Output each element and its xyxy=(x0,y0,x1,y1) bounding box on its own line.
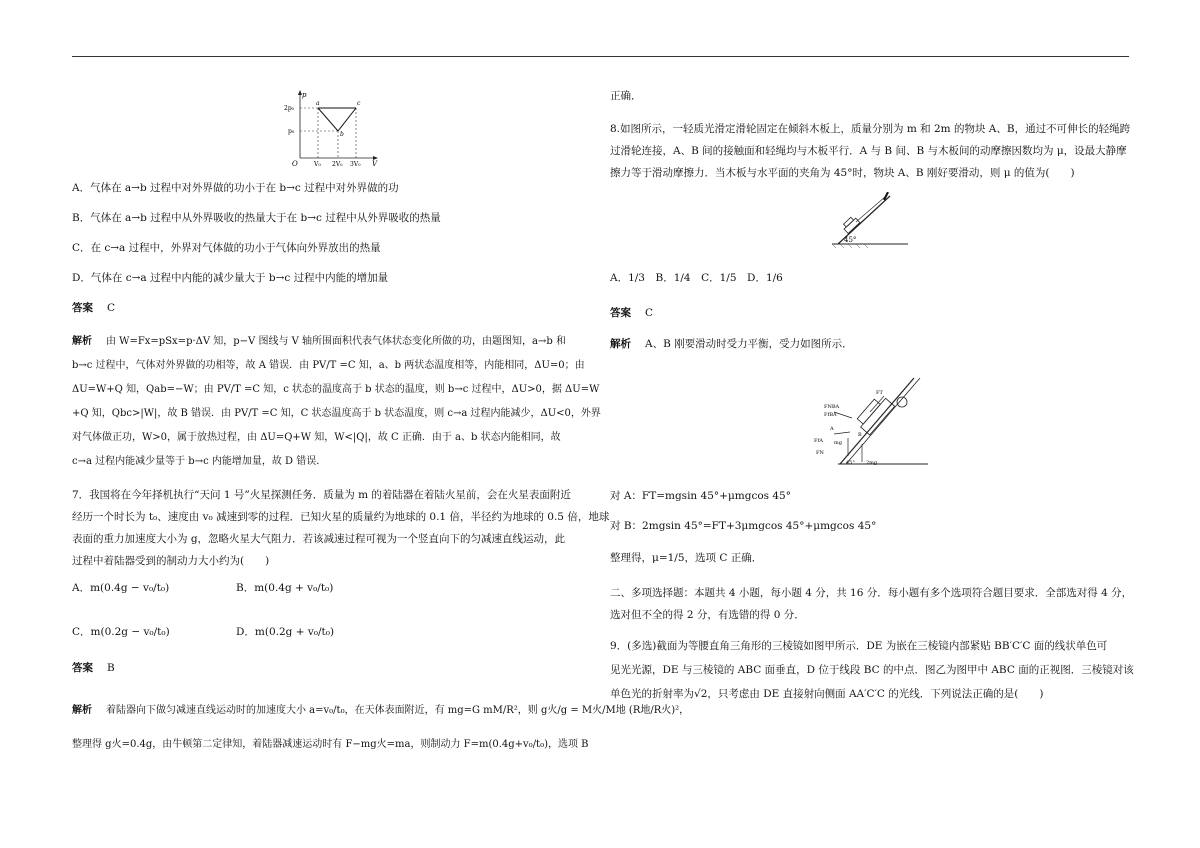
equation-a: 对 A：FT=mgsin 45°+μmgcos 45° xyxy=(610,490,791,502)
q6-options xyxy=(72,176,441,290)
v-tick: V₀ xyxy=(314,161,321,168)
answer-value: C xyxy=(645,307,654,319)
q9-stem xyxy=(610,634,1134,706)
answer-value: B xyxy=(107,662,115,674)
analysis-line: A、B 刚要滑动时受力平衡，受力如图所示． xyxy=(645,338,853,350)
force-label: 2mg xyxy=(866,460,878,466)
q7-option-d: D．m(0.2g + v₀/t₀) xyxy=(236,626,335,638)
stem-line: 过程中着陆器受到的制动力大小约为( ) xyxy=(72,555,270,567)
analysis-label: 解析 xyxy=(610,338,631,350)
q8-options: A．1/3 B．1/4 C．1/5 D．1/6 xyxy=(610,272,783,284)
stem-line: 见光光源，DE 与三棱镜的 ABC 面垂直，D 位于线段 BC 的中点．图乙为图甲中 ABC 面的正视图．三棱镜对该 xyxy=(610,664,1134,676)
v-tick: 3V₀ xyxy=(350,161,361,168)
analysis-line: ΔU=W+Q 知，Qab=−W；由 PV/T =C 知，c 状态的温度高于 b 状态的温度，则 b→c 过程中，ΔU>0，据 ΔU=W xyxy=(72,384,600,395)
analysis-label: 解析 xyxy=(72,705,92,716)
continued-text: 正确． xyxy=(610,90,642,102)
force-label: FfA xyxy=(814,438,823,444)
analysis-line: 整理得 g火=0.4g，由牛顿第二定律知，着陆器减速运动时有 F−mg火=ma，则制动力 F=m(0.4g+v₀/t₀)，选项 B xyxy=(72,739,589,750)
analysis-line: 着陆器向下做匀减速直线运动时的加速度大小 a=v₀/t₀，在天体表面附近，有 mg=G mM/R²，则 g火/g = M火/M地 (R地/R火)²， xyxy=(106,705,690,716)
p-tick: p₀ xyxy=(288,128,295,135)
stem-line: 9．(多选)截面为等腰直角三角形的三棱镜如图甲所示．DE 为嵌在三棱镜内部紧贴 BB′C′C 面的线状单色可 xyxy=(610,640,1108,652)
analysis-line: c→a 过程内能减少量等于 b→c 内能增加量，故 D 错误． xyxy=(72,456,327,467)
point-label: c xyxy=(357,100,361,107)
answer-label: 答案 xyxy=(72,662,93,674)
option-d: D．气体在 c→a 过程中内能的减少量大于 b→c 过程中内能的增加量 xyxy=(72,272,389,284)
stem-line: 单色光的折射率为√2，只考虑由 DE 直接射向侧面 AA′C′C 的光线．下列说法正确的是( ) xyxy=(610,688,1044,700)
stem-line: 经历一个时长为 t₀、速度由 v₀ 减速到零的过程．已知火星的质量约为地球的 0.1 倍，半径约为地球的 0.5 倍，地球 xyxy=(72,511,610,523)
q6-answer xyxy=(72,300,115,315)
option-c: C．在 c→a 过程中，外界对气体做的功小于气体向外界放出的热量 xyxy=(72,242,381,254)
analysis-line: b→c 过程中，气体对外界做的功相等，故 A 错误．由 PV/T =C 知，a、b 两状态温度相等，内能相同，ΔU=0；由 xyxy=(72,360,585,371)
stem-line: 擦力等于滑动摩擦力．当木板与水平面的夹角为 45°时，物块 A、B 刚好要滑动，则 μ 的值为( ) xyxy=(610,167,1075,179)
q6-analysis xyxy=(72,330,601,474)
answer-label: 答案 xyxy=(72,302,93,314)
force-label: A xyxy=(830,426,834,432)
q8-analysis xyxy=(610,336,853,351)
v-tick: 2V₀ xyxy=(332,161,343,168)
q7-answer xyxy=(72,660,115,675)
section-heading xyxy=(610,582,1132,626)
v-axis-label: V xyxy=(372,160,378,168)
analysis-line: 对气体做正功，W>0，属于放热过程，由 ΔU=Q+W 知，W<|Q|，故 C 正确．由于 a、b 状态内能相同，故 xyxy=(72,432,561,443)
force-label: FT xyxy=(876,390,883,396)
force-label: mg xyxy=(834,440,842,446)
q7-option-b: B．m(0.4g + v₀/t₀) xyxy=(236,582,334,594)
option-b: B．气体在 a→b 过程中从外界吸收的热量大于在 b→c 过程中从外界吸收的热量 xyxy=(72,212,441,224)
q7-stem xyxy=(72,484,609,572)
answer-value: C xyxy=(107,302,116,314)
header-rule xyxy=(72,56,1129,57)
force-label: FfBA xyxy=(824,412,837,418)
stem-line: 7．我国将在今年择机执行“天问 1 号”火星探测任务．质量为 m 的着陆器在着陆火星前，会在火星表面附近 xyxy=(72,489,571,501)
p-axis-label: p xyxy=(302,91,307,99)
stem-line: 过滑轮连接，A、B 间的接触面和轻绳均与木板平行．A 与 B 间、B 与木板间的动摩擦因数均为 μ，设最大静摩 xyxy=(610,145,1127,157)
incline-figure xyxy=(830,192,910,252)
angle-label: 45° xyxy=(844,236,857,244)
force-label: FN xyxy=(816,450,824,456)
force-label: 45° xyxy=(846,460,855,466)
option-a: A．气体在 a→b 过程中对外界做的功小于在 b→c 过程中对外界做的功 xyxy=(72,182,399,194)
q7-option-c: C．m(0.2g − v₀/t₀) xyxy=(72,626,170,638)
point-label: a xyxy=(316,100,320,107)
section-line: 选对但不全的得 2 分，有选错的得 0 分． xyxy=(610,609,805,621)
point-label: b xyxy=(340,131,344,138)
analysis-line: 由 W=Fx=pSx=p·ΔV 知，p−V 图线与 V 轴所围面积代表气体状态变化所做的功，由题图知，a→b 和 xyxy=(106,336,566,347)
equation-b: 对 B：2mgsin 45°=FT+3μmgcos 45°+μmgcos 45° xyxy=(610,520,877,532)
q7-analysis xyxy=(72,694,689,762)
pv-graph xyxy=(280,88,380,168)
answer-label: 答案 xyxy=(610,307,631,319)
q7-option-a: A．m(0.4g − v₀/t₀) xyxy=(72,582,170,594)
force-diagram xyxy=(810,372,930,472)
origin-label: O xyxy=(292,160,298,168)
analysis-label: 解析 xyxy=(72,336,92,347)
stem-line: 表面的重力加速度大小为 g，忽略火星大气阻力．若该减速过程可视为一个竖直向下的匀减速直线运动，此 xyxy=(72,533,566,545)
analysis-line: +Q 知，Qbc>|W|，故 B 错误．由 PV/T =C 知，C 状态温度高于 b 状态温度，则 c→a 过程内能减少，ΔU<0，外界 xyxy=(72,408,601,419)
force-label: FNBA xyxy=(824,404,840,410)
section-line: 二、多项选择题：本题共 4 小题，每小题 4 分，共 16 分．每小题有多个选项符合题目要求．全部选对得 4 分， xyxy=(610,587,1133,599)
result-line: 整理得，μ=1/5，选项 C 正确． xyxy=(610,552,763,564)
force-label: B xyxy=(858,432,862,438)
q8-stem xyxy=(610,118,1130,184)
stem-line: 8.如图所示，一轻质光滑定滑轮固定在倾斜木板上，质量分别为 m 和 2m 的物块 A、B，通过不可伸长的轻绳跨 xyxy=(610,123,1131,135)
q8-answer xyxy=(610,305,653,320)
p-tick: 2p₀ xyxy=(284,105,295,112)
